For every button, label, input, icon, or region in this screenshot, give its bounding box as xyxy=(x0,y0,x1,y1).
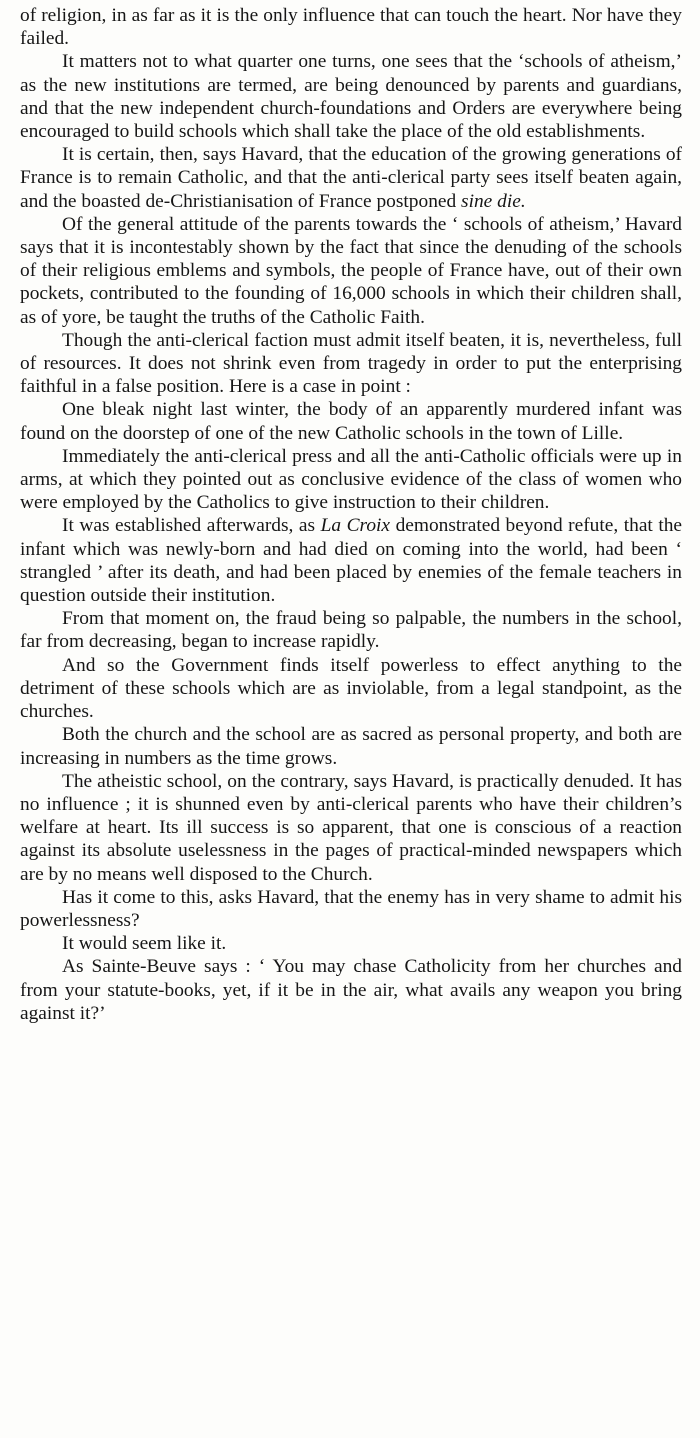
italic-sine-die: sine die. xyxy=(461,190,526,212)
paragraph-continuation: of religion, in as far as it is the only influence that can touch the heart. Nor have they failed. xyxy=(20,5,682,50)
paragraph-parents-attitude: Of the general attitude of the parents towards the ‘ schools of atheism,’ Havard says that it is incontestably shown by the fact that since the denuding of the schools of their religious emblems and symbols, the people of France have, out of their own pockets, contributed to the founding of 16,000 schools in which their children shall, as of yore, be taught the truths of the Catholic Faith. xyxy=(20,213,682,328)
paragraph-text: It was established afterwards, as xyxy=(62,515,316,537)
italic-la-croix: La Croix xyxy=(320,515,391,537)
paragraph-schools-of-atheism: It matters not to what quarter one turns, one sees that the ‘schools of atheism,’ as the new institutions are termed, are being denounced by parents and guardians, and that the new independent church-foundations and Orders are everywhere being encouraged to build schools which shall take the place of the old establishments. xyxy=(20,51,682,143)
paragraph-anti-clerical-faction: Though the anti-clerical faction must admit itself beaten, it is, nevertheless, full of resources. It does not shrink even from tragedy in order to put the enterprising faithful in a false position. Here is a case in point : xyxy=(20,329,682,398)
paragraph-atheistic-school: The atheistic school, on the contrary, says Havard, is practically denuded. It has no influence ; it is shunned even by anti-clerical parents who have their children’s welfare at heart. Its ill success is so apparent, that one is conscious of a reaction against its absolute uselessness in the pages of practical-minded newspapers which are by no means well disposed to the Church. xyxy=(20,770,682,885)
paragraph-sainte-beuve-quote: As Sainte-Beuve says : ‘ You may chase Catholicity from her churches and from your statute-books, yet, if it be in the air, what avails any weapon you bring against it?’ xyxy=(20,956,682,1024)
paragraph-church-and-school: Both the church and the school are as sacred as personal property, and both are increasing in numbers as the time grows. xyxy=(20,724,682,769)
paragraph-text: It is certain, then, says Havard, that the education of the growing generations of France is to remain Catholic, and that the anti-clerical party sees itself beaten again, and the boasted de-Christianisation of France postponed xyxy=(20,144,682,212)
text-column xyxy=(20,4,682,1025)
paragraph-text: demonstrated beyond refute, that the infant which was newly-born and had died on coming into the world, had been ‘ strangled ’ after its death, and had been placed by enemies of the female teachers in question outside their institution. xyxy=(20,515,683,607)
paragraph-government-powerless: And so the Government finds itself powerless to effect anything to the detriment of these schools which are as inviolable, from a legal standpoint, as the churches. xyxy=(20,654,682,723)
paragraph-fraud: From that moment on, the fraud being so palpable, the numbers in the school, far from decreasing, began to increase rapidly. xyxy=(20,608,682,653)
paragraph-press-reaction: Immediately the anti-clerical press and all the anti-Catholic officials were up in arms, at which they pointed out as conclusive evidence of the class of women who were employed by the Catholics to give instruction to their children. xyxy=(20,445,682,514)
paragraph-la-croix xyxy=(20,514,682,607)
paragraph-education-catholic xyxy=(20,143,682,213)
paragraph-seem-like-it: It would seem like it. xyxy=(62,933,227,955)
paragraph-enemy-shame: Has it come to this, asks Havard, that the enemy has in very shame to admit his powerlessness? xyxy=(20,886,682,931)
paragraph-bleak-night: One bleak night last winter, the body of an apparently murdered infant was found on the doorstep of one of the new Catholic schools in the town of Lille. xyxy=(20,399,682,444)
